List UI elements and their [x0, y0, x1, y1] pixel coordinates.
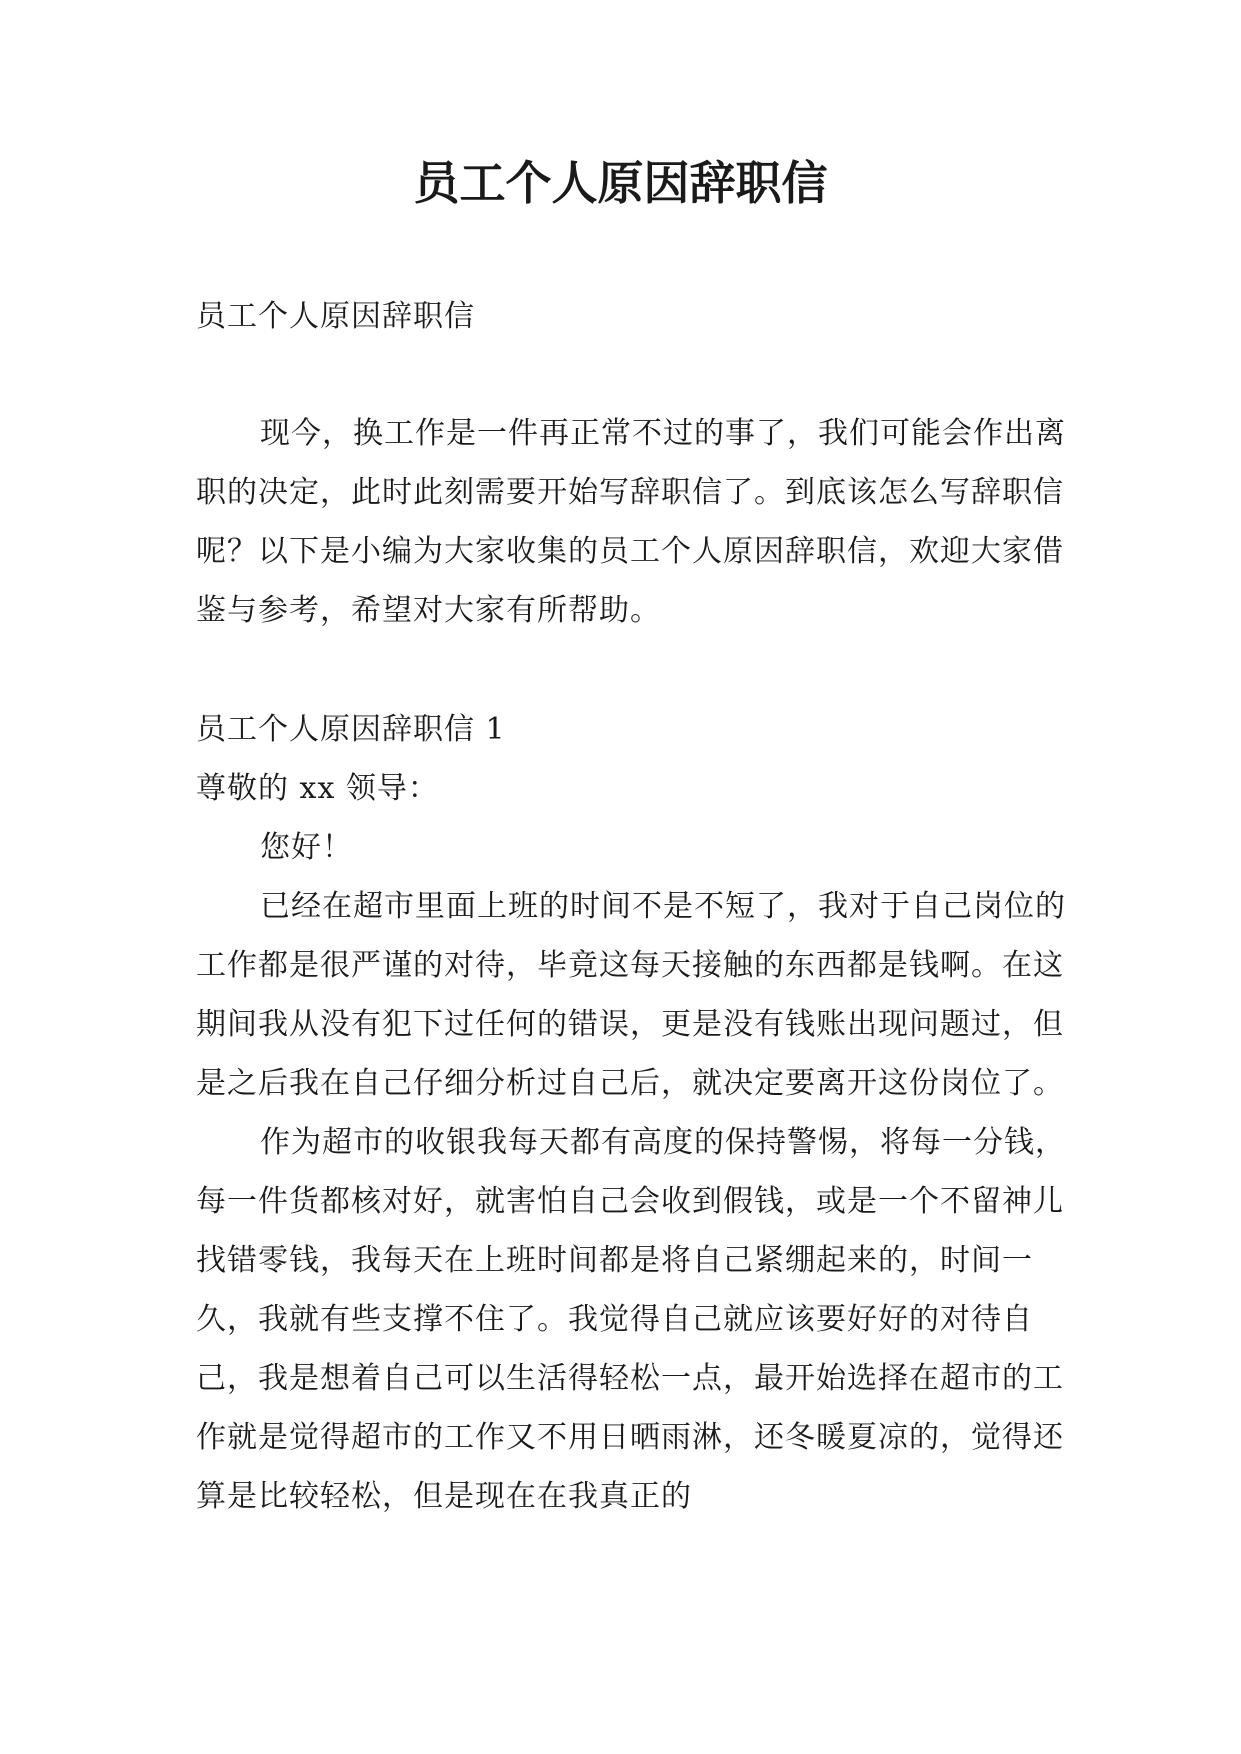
- document-subtitle: 员工个人原因辞职信: [196, 299, 475, 334]
- salutation: 尊敬的 xx 领导：: [196, 771, 439, 806]
- document-title: 员工个人原因辞职信: [413, 156, 828, 210]
- greeting: 您好！: [260, 830, 353, 865]
- body-paragraph-1: 已经在超市里面上班的时间不是不短了，我对于自己岗位的工作都是很严谨的对待，毕竟这每天接触的东西都是钱啊。在这期间我从没有犯下过任何的错误，更是没有钱账出现问题过，但是之后我在自己仔细分析过自己后，就决定要离开这份岗位了。: [196, 889, 1066, 1101]
- document-body: [196, 287, 1076, 1526]
- intro-paragraph: 现今，换工作是一件再正常不过的事了，我们可能会作出离职的决定，此时此刻需要开始写辞职信了。到底该怎么写辞职信呢？以下是小编为大家收集的员工个人原因辞职信，欢迎大家借鉴与参考，希望对大家有所帮助。: [196, 416, 1066, 628]
- body-paragraph-2: 作为超市的收银我每天都有高度的保持警惕，将每一分钱，每一件货都核对好，就害怕自己会收到假钱，或是一个不留神儿找错零钱，我每天在上班时间都是将自己紧绷起来的，时间一久，我就有些支撑不住了。我觉得自己就应该要好好的对待自己，我是想着自己可以生活得轻松一点，最开始选择在超市的工作就是觉得超市的工作又不用日晒雨淋，还冬暖夏凉的，觉得还算是比较轻松，但是现在在我真正的: [196, 1125, 1066, 1514]
- section-heading: 员工个人原因辞职信 1: [196, 712, 506, 747]
